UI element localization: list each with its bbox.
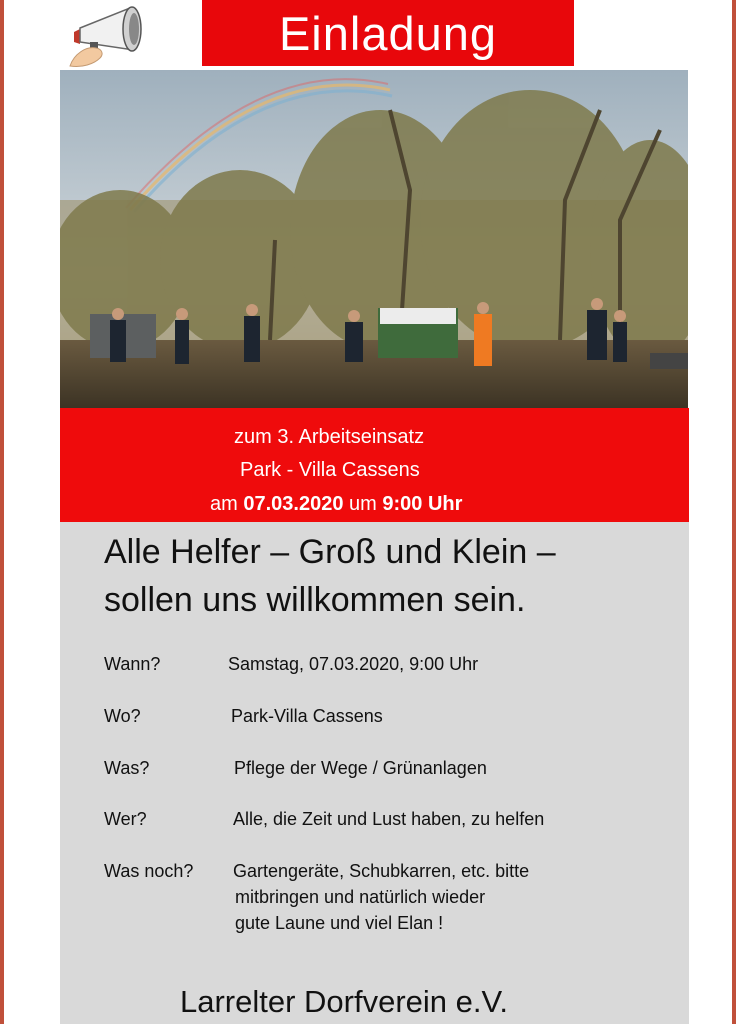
event-line-2: Park - Villa Cassens (240, 459, 420, 481)
page-border-left (0, 0, 4, 1024)
detail-value: Park-Villa Cassens (231, 706, 383, 726)
detail-value: Alle, die Zeit und Lust haben, zu helfen (233, 809, 545, 829)
detail-label: Wer? (104, 809, 147, 829)
detail-label: Was noch? (104, 861, 194, 881)
welcome-headline (104, 528, 556, 624)
detail-value-line: mitbringen und natürlich wieder (235, 887, 486, 907)
megaphone-icon (60, 2, 148, 70)
event-banner (60, 408, 689, 522)
detail-value: Samstag, 07.03.2020, 9:00 Uhr (228, 654, 479, 674)
detail-value: Pflege der Wege / Grünanlagen (234, 758, 487, 778)
headline-line-1: Alle Helfer – Groß und Klein – (104, 533, 556, 571)
detail-label: Wo? (104, 706, 141, 726)
detail-label: Was? (104, 758, 150, 778)
organization-name: Larrelter Dorfverein e.V. (180, 984, 508, 1019)
event-time: 9:00 Uhr (382, 493, 463, 515)
detail-value (233, 858, 529, 936)
headline-line-2: sollen uns willkommen sein. (104, 581, 526, 619)
date-time-joiner: um (343, 493, 383, 515)
invitation-title: Einladung (202, 0, 574, 66)
detail-value-line: Gartengeräte, Schubkarren, etc. bitte (233, 861, 530, 881)
date-prefix: am (210, 493, 244, 515)
event-line-3 (210, 493, 462, 516)
page-border-right (732, 0, 736, 1024)
event-date: 07.03.2020 (243, 493, 344, 515)
detail-label: Wann? (104, 654, 161, 674)
details-panel (60, 522, 689, 1024)
detail-value-line: gute Laune und viel Elan ! (235, 913, 444, 933)
group-photo (60, 70, 688, 408)
event-line-1: zum 3. Arbeitseinsatz (234, 426, 425, 448)
